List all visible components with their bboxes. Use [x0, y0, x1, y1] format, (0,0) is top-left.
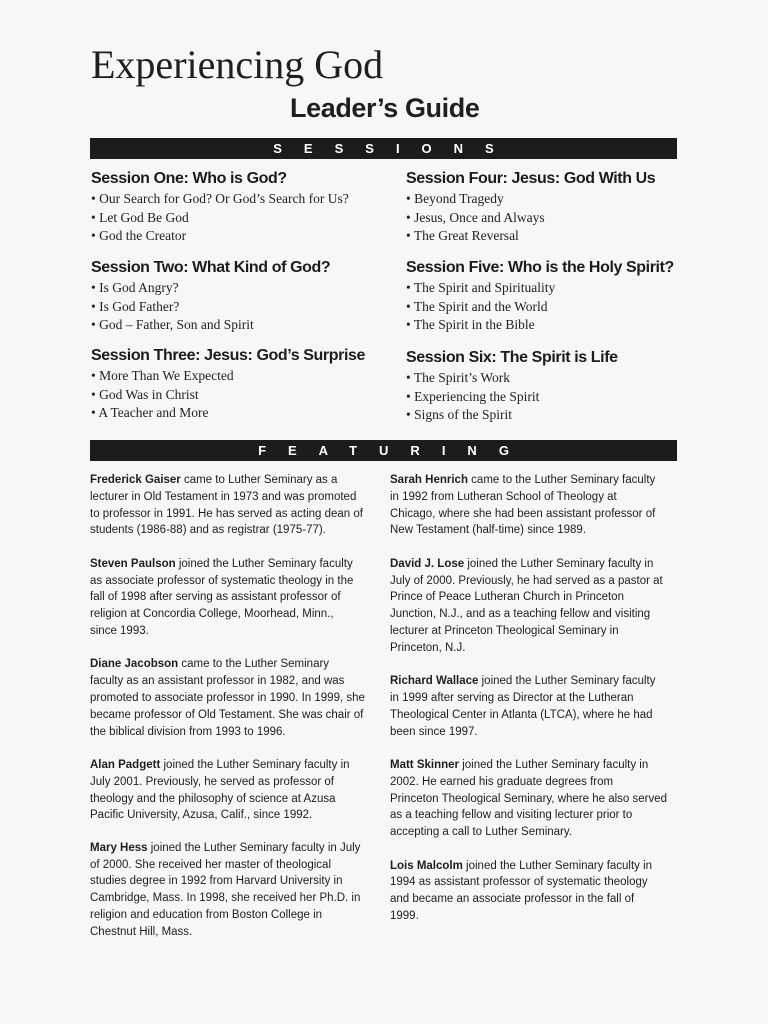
bio-text: Prince of Peace Lutheran Church in Princeton [390, 591, 624, 604]
faculty-name: Frederick Gaiser [90, 474, 181, 486]
faculty-bio [390, 673, 680, 740]
session-topic: • Is God Angry? [91, 280, 179, 295]
session-card [91, 345, 391, 423]
session-topic: • The Spirit in the Bible [406, 317, 535, 332]
session-title: Session Two: What Kind of God? [91, 259, 331, 276]
session-card [91, 257, 391, 335]
faculty-name: Mary Hess [90, 841, 148, 854]
bio-text: 2002. He earned his graduate degrees from [390, 775, 614, 788]
bio-text: joined the Luther Seminary faculty [175, 557, 353, 570]
faculty-bio [390, 757, 680, 841]
faculty-name: David J. Lose [390, 557, 465, 570]
bio-text: Cambridge, Mass. In 1998, she received her Ph.D. in [90, 892, 361, 905]
bio-text: came to the Luther Seminary faculty [467, 474, 656, 486]
session-card [406, 257, 706, 335]
bio-text: students (1986-88) and as registrar (1975-77). [90, 524, 326, 537]
bio-text: July of 2000. Previously, he had served as a pastor at [390, 574, 663, 587]
faculty-name: Richard Wallace [390, 675, 479, 688]
faculty-name: Lois Malcolm [390, 859, 463, 872]
session-topic: • The Spirit and Spirituality [406, 280, 556, 295]
bio-text: theology and the philosophy of science at Azusa [90, 792, 336, 805]
bio-text: Theological Center in Atlanta (LTCA), where he had [390, 708, 653, 721]
faculty-name: Sarah Henrich [390, 474, 468, 486]
bio-text: joined the Luther Seminary faculty in [462, 859, 653, 872]
bio-text: July 2001. Previously, he served as professor of [90, 775, 334, 788]
session-topic: • A Teacher and More [91, 405, 209, 420]
bio-text: to professor in 1991. He has served as acting dean of [90, 507, 363, 520]
session-title: Session Five: Who is the Holy Spirit? [406, 259, 674, 276]
bio-text: fall of 1998 after serving as assistant professor of [90, 591, 341, 604]
featuring-section-bar: FEATURING [90, 440, 677, 461]
bio-text: of 2000. She received her master of theological [90, 858, 332, 871]
bio-text: joined the Luther Seminary faculty in [464, 557, 654, 570]
bio-text: joined the Luther Seminary faculty in [160, 758, 350, 771]
bio-text: Pacific University, Azusa, Calif., since 1992. [90, 809, 313, 822]
session-title: Session Six: The Spirit is Life [406, 349, 618, 366]
bio-text: Princeton, N.J. [390, 641, 466, 654]
bio-text: accepting a call to Luther Seminary. [390, 826, 572, 839]
bio-text: Junction, N.J., and as a teaching fellow and visiting [390, 608, 651, 621]
document-subtitle: Leader’s Guide [290, 93, 480, 123]
faculty-name: Alan Padgett [90, 758, 161, 771]
sessions-section-bar: SESSIONS [90, 138, 677, 159]
bio-text: religion at Concordia College, Moorhead, Minn., [90, 608, 334, 621]
faculty-bio [90, 656, 380, 740]
bio-text: been since 1997. [390, 725, 478, 738]
session-topic: • God – Father, Son and Spirit [91, 317, 254, 332]
bio-text: as associate professor of systematic theology in the [90, 574, 354, 587]
bios-column-left [90, 472, 380, 941]
bio-text: religion and education from Boston College in [90, 908, 323, 921]
session-topic: • The Spirit and the World [406, 298, 548, 314]
bio-text: studies degree in 1992 from Harvard University in [90, 875, 343, 888]
session-title: Session Four: Jesus: God With Us [406, 170, 656, 187]
session-topic: • God Was in Christ [91, 386, 199, 402]
faculty-name: Diane Jacobson [90, 658, 179, 671]
faculty-bio [390, 858, 680, 925]
session-topic: • Jesus, Once and Always [406, 209, 545, 225]
session-topic: • Beyond Tragedy [406, 191, 504, 206]
bio-text: became professor of Old Testament. She was chair of [90, 708, 364, 721]
bio-text: joined the Luther Seminary faculty in July [147, 841, 361, 854]
bio-text: 1994 as assistant professor of systematic theology [390, 876, 648, 889]
bio-text: and became an associate professor in the fall of [390, 893, 635, 906]
bio-text: faculty as an assistant professor in 1982, and was [90, 675, 345, 688]
session-title: Session Three: Jesus: God’s Surprise [91, 347, 365, 364]
bio-text: lecturer in Old Testament in 1973 and was promoted [90, 490, 357, 503]
faculty-bio [390, 556, 680, 657]
bio-text: joined the Luther Seminary faculty [478, 675, 656, 688]
session-card [406, 168, 706, 246]
session-card [91, 168, 391, 246]
session-topic: • The Great Reversal [406, 228, 519, 243]
session-title: Session One: Who is God? [91, 170, 287, 187]
faculty-bio [90, 757, 380, 824]
bio-text: came to the Luther Seminary [178, 658, 330, 671]
session-topic: • Our Search for God? Or God’s Search for Us? [91, 191, 349, 206]
bio-text: joined the Luther Seminary faculty in [459, 758, 649, 771]
bio-text: in 1999 after serving as Director at the Lutheran [390, 691, 634, 704]
sessions-grid [91, 168, 691, 430]
faculty-bio [90, 472, 380, 539]
bio-text: Chestnut Hill, Mass. [90, 925, 193, 938]
session-topic: • More Than We Expected [91, 368, 234, 383]
bios-column-right [390, 472, 680, 925]
session-topic: • Experiencing the Spirit [406, 388, 540, 404]
faculty-bio [90, 556, 380, 640]
document-title: Experiencing God [91, 42, 384, 87]
bio-text: in 1992 from Lutheran School of Theology at [390, 490, 617, 503]
faculty-bio [90, 840, 380, 941]
faculty-name: Steven Paulson [90, 557, 176, 570]
session-topic: • Signs of the Spirit [406, 407, 512, 422]
session-topic: • Let God Be God [91, 209, 189, 225]
bio-text: since 1993. [90, 624, 149, 637]
bio-text: lecturer at Princeton Theological Seminary in [390, 624, 619, 637]
bio-text: the biblical division from 1993 to 1996. [90, 725, 286, 738]
session-card [406, 347, 706, 425]
bio-text: came to Luther Seminary as a [180, 474, 338, 486]
faculty-bio [390, 472, 680, 539]
bio-text: New Testament (half-time) since 1989. [390, 524, 587, 537]
session-topic: • Is God Father? [91, 298, 180, 314]
bio-text: promoted to associate professor in 1990. In 1999, she [90, 691, 365, 704]
bio-text: as a teaching fellow and visiting lecturer prior to [390, 809, 633, 822]
bio-text: 1999. [390, 909, 419, 922]
bio-text: Princeton Theological Seminary, where he also served [390, 792, 667, 805]
bio-text: Chicago, where she had been assistant professor of [390, 507, 656, 520]
session-topic: • The Spirit’s Work [406, 370, 511, 385]
session-topic: • God the Creator [91, 228, 187, 243]
faculty-name: Matt Skinner [390, 758, 460, 771]
